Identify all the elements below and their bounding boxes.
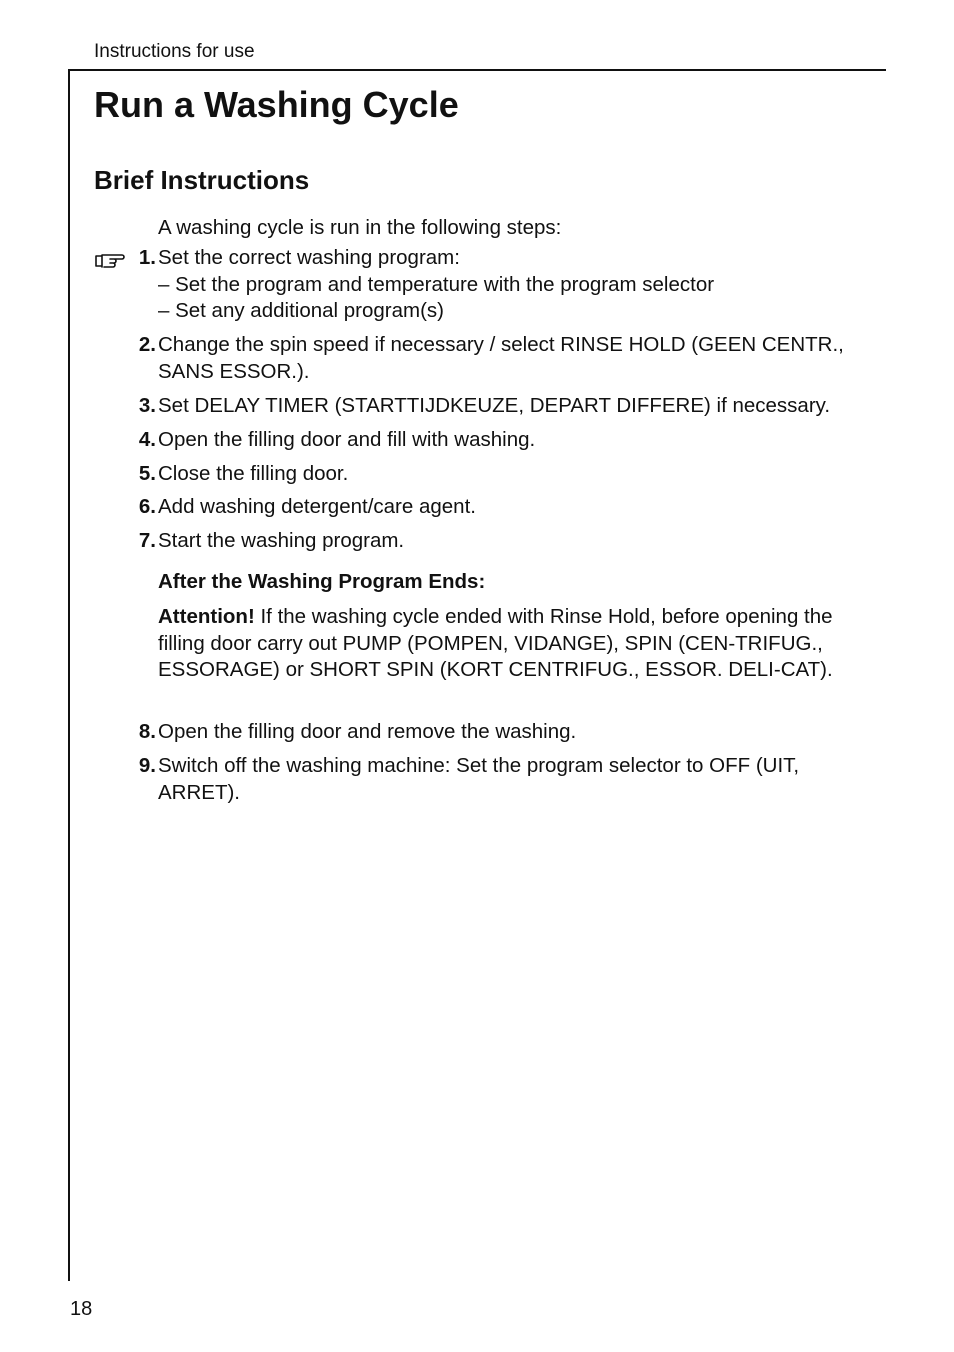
attention-text: If the washing cycle ended with Rinse Hold, before opening the filling door carry out PUMP (POMPEN, VIDANGE), SPIN (CEN-TRIFUG., ESSORAGE) or SHORT SPIN (KORT CENTRIFUG., ESSOR. DELI-CAT).: [158, 605, 833, 681]
pointing-hand-icon: [94, 250, 128, 270]
step-4: [138, 427, 858, 454]
step-text: Set the correct washing program:: [158, 246, 460, 269]
attention-label: Attention!: [158, 605, 255, 628]
attention-note: [158, 604, 858, 684]
step-text: Add washing detergent/care agent.: [158, 495, 476, 518]
step-text: Close the filling door.: [158, 462, 349, 485]
step-number: 5.: [138, 462, 156, 485]
step-number: 7.: [138, 529, 156, 552]
step-number: 3.: [138, 394, 156, 417]
header-rule: [68, 69, 886, 71]
step-9: [138, 753, 858, 806]
section-title: Brief Instructions: [94, 165, 310, 195]
step-number: 9.: [138, 754, 156, 777]
step-3: [138, 393, 858, 420]
step-number: 2.: [138, 333, 156, 356]
step-text: Switch off the washing machine: Set the program selector to OFF (UIT, ARRET).: [158, 754, 800, 804]
step-7: [138, 528, 858, 555]
step-text: Set DELAY TIMER (STARTTIJDKEUZE, DEPART DIFFERE) if necessary.: [158, 394, 831, 417]
step-1: [138, 245, 858, 325]
step-subitem: – Set any additional program(s): [158, 299, 445, 322]
page-title: Run a Washing Cycle: [94, 84, 459, 125]
after-program-heading: After the Washing Program Ends:: [158, 570, 486, 593]
step-6: [138, 494, 858, 521]
step-8: [138, 719, 858, 746]
page-number: 18: [70, 1298, 93, 1320]
step-text: Start the washing program.: [158, 529, 405, 552]
running-header: Instructions for use: [94, 41, 255, 62]
step-subitem: – Set the program and temperature with the program selector: [158, 272, 715, 296]
margin-rule: [68, 69, 70, 1281]
step-5: [138, 461, 858, 488]
step-number: 1.: [138, 246, 156, 269]
step-text: Open the filling door and fill with washing.: [158, 428, 536, 451]
intro-text: A washing cycle is run in the following steps:: [158, 216, 562, 239]
step-number: 4.: [138, 428, 156, 451]
step-text: Change the spin speed if necessary / select RINSE HOLD (GEEN CENTR., SANS ESSOR.).: [158, 333, 844, 383]
step-number: 6.: [138, 495, 156, 518]
step-2: [138, 332, 858, 385]
step-text: Open the filling door and remove the washing.: [158, 720, 577, 743]
step-number: 8.: [138, 720, 156, 743]
